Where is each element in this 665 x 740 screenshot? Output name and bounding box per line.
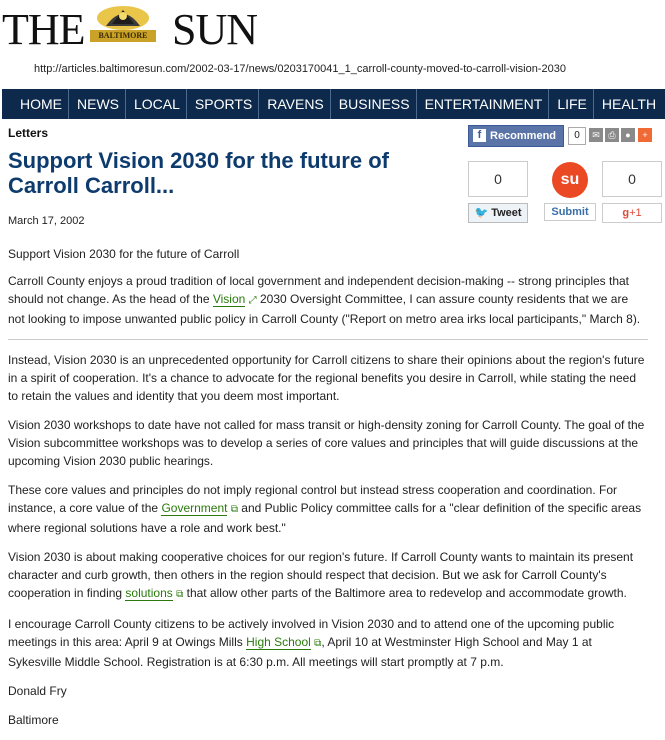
main-nav — [2, 89, 665, 119]
nav-life[interactable]: LIFE — [548, 89, 593, 119]
masthead[interactable] — [0, 0, 665, 60]
author-location: Baltimore — [8, 713, 59, 727]
keyword-link-government[interactable]: Government — [161, 501, 228, 515]
paragraph-1 — [8, 272, 648, 328]
keyword-link-vision[interactable]: Vision — [212, 292, 246, 306]
share-plus-icon[interactable]: + — [638, 128, 652, 142]
nav-entertainment[interactable]: ENTERTAINMENT — [416, 89, 549, 119]
paragraph-text: , April 10 at Westminster High School and May 1 at Sykesville Middle School. Registration is at 6:30 p.m. All meetings will start promptly at 7 p.m. — [8, 635, 592, 669]
divider — [8, 339, 648, 340]
tweet-button[interactable] — [468, 203, 528, 223]
nav-home[interactable]: HOME — [20, 96, 62, 112]
paragraph-text: and Public Policy committee calls for a "clear definition of the specific areas where regional solutions have a role and work best." — [8, 501, 642, 535]
paragraph-text: Carroll County enjoys a proud tradition of local government and independent decision-making -- strong principles that should not change. As the head of the — [8, 274, 630, 306]
paragraph-text: Vision 2030 is about making cooperative choices for our region's future. If Carroll County wants to maintain its present character and curb growth, then others in the region should respect that decision. But we ask for Carroll County's cooperation in finding — [8, 550, 634, 600]
google-plus-button[interactable] — [602, 203, 662, 223]
paragraph-5 — [8, 548, 648, 604]
email-icon[interactable]: ✉ — [589, 128, 603, 142]
external-link-icon: ⧉ — [314, 638, 322, 649]
tweet-label: Tweet — [491, 207, 522, 219]
print-icon[interactable]: ⎙ — [605, 128, 619, 142]
keyword-link-high-school[interactable]: High School — [246, 635, 311, 649]
stumbleupon-submit-button[interactable]: Submit — [544, 203, 596, 221]
seal-band: BALTIMORE — [90, 30, 156, 42]
facebook-count: 0 — [568, 127, 586, 145]
section-label[interactable]: Letters — [8, 126, 49, 140]
paragraph-2: Instead, Vision 2030 is an unprecedented opportunity for Carroll citizens to share their opinions about the region's future in a spirit of cooperation. It's a chance to advocate for the regional benefits you desire in Carroll, while stating the need to retain the values and identity that you deem most important. — [8, 353, 645, 403]
external-link-icon: ⧉ — [176, 589, 184, 600]
article-subhead: Support Vision 2030 for the future of Carroll — [8, 247, 240, 261]
nav-local[interactable]: LOCAL — [125, 89, 186, 119]
article-url: http://articles.baltimoresun.com/2002-03-17/news/0203170041_1_carroll-county-moved-to-carroll-vision-2030 — [34, 63, 566, 75]
twitter-icon: 🐦 — [474, 207, 489, 219]
nav-news[interactable]: NEWS — [68, 89, 125, 119]
baltimore-seal-logo — [82, 4, 164, 48]
nav-health[interactable]: HEALTH — [593, 89, 662, 119]
recommend-label: Recommend — [490, 130, 557, 142]
nav-sports[interactable]: SPORTS — [186, 89, 258, 119]
paragraph-text: that allow other parts of the Baltimore area to redevelop and accommodate growth. — [183, 586, 627, 600]
page-title: Support Vision 2030 for the future of Carroll Carroll... — [8, 148, 389, 198]
paragraph-6 — [8, 615, 648, 671]
paragraph-text: 2030 Oversight Committee, I can assure county residents that we are not looking to impose unwanted public policy in Carroll County ("Report on metro area irks local participants," March 8). — [8, 292, 641, 326]
gplus-count: 0 — [602, 161, 662, 197]
external-link-icon: ⧉ — [230, 504, 238, 515]
gplus-label: +1 — [629, 207, 642, 219]
article-body — [8, 245, 648, 740]
facebook-recommend-button[interactable] — [468, 125, 564, 147]
google-plus-icon: g — [622, 207, 630, 219]
paragraph-3: Vision 2030 workshops to date have not called for mass transit or high-density zoning for Carroll County. The goal of the Vision subcommittee workshops was to develop a series of core values and principles that will guide discussions at the upcoming Vision 2030 public hearings. — [8, 418, 645, 468]
paragraph-4 — [8, 481, 648, 537]
reddit-icon[interactable]: ● — [621, 128, 635, 142]
facebook-icon: f — [473, 129, 486, 142]
tweet-count: 0 — [468, 161, 528, 197]
publish-date: March 17, 2002 — [8, 215, 85, 227]
stumbleupon-icon[interactable]: su — [552, 162, 588, 198]
external-link-icon: ⤢ — [248, 295, 257, 306]
nav-ravens[interactable]: RAVENS — [258, 89, 330, 119]
masthead-sun: SUN — [172, 5, 258, 54]
paragraph-text: These core values and principles do not imply regional control but instead stress cooperation and coordination. For instance, a core value of the — [8, 483, 618, 515]
author-name: Donald Fry — [8, 684, 67, 698]
keyword-link-solutions[interactable]: solutions — [125, 586, 173, 600]
paragraph-text: I encourage Carroll County citizens to be actively involved in Vision 2030 and to attend one of the upcoming public meetings in this area: April 9 at Owings Mills — [8, 617, 615, 649]
nav-business[interactable]: BUSINESS — [330, 89, 416, 119]
masthead-the: THE — [2, 5, 85, 54]
